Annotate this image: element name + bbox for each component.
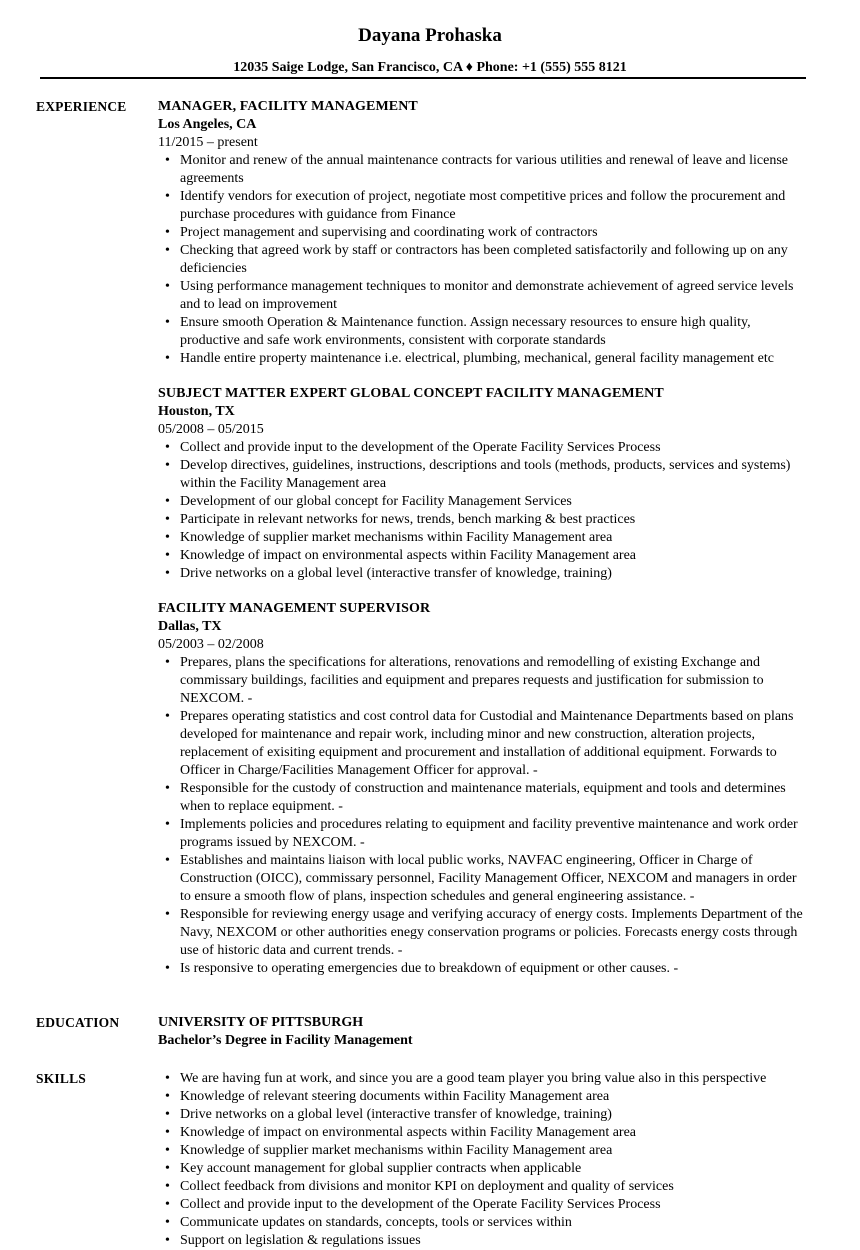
list-item: • Knowledge of supplier market mechanisms within Facility Management area bbox=[158, 1142, 810, 1160]
experience-heading: EXPERIENCE bbox=[36, 99, 127, 114]
list-item: • Collect and provide input to the development of the Operate Facility Services Process bbox=[158, 1196, 810, 1214]
candidate-name: Dayana Prohaska bbox=[358, 25, 502, 46]
list-item: • Development of our global concept for Facility Management Services bbox=[158, 493, 810, 511]
list-item: • Monitor and renew of the annual maintenance contracts for various utilities and renewal of leave and license agreements bbox=[158, 152, 810, 188]
list-item: • Drive networks on a global level (interactive transfer of knowledge, training) bbox=[158, 565, 810, 583]
list-item: • Knowledge of impact on environmental aspects within Facility Management area bbox=[158, 1124, 810, 1142]
education-content bbox=[158, 1014, 810, 1050]
list-item: • Collect and provide input to the development of the Operate Facility Services Process bbox=[158, 439, 810, 457]
list-item: • Using performance management techniques to monitor and demonstrate achievement of agreed service levels and to lead on improvement bbox=[158, 278, 810, 314]
list-item: • We are having fun at work, and since you are a good team player you bring value also in this perspective bbox=[158, 1070, 810, 1088]
list-item: • Prepares, plans the specifications for alterations, renovations and remodelling of existing Exchange and commissary buildings, facilities and equipment and prepares requests and justification for submission to NEXCOM. - bbox=[158, 654, 810, 708]
list-item: • Prepares operating statistics and cost control data for Custodial and Maintenance Departments based on plans developed for maintenance and repair work, including minor and new construction, alteration projects, replacement of exisiting equipment and procurement and installation of additional equipment. Forwards to Officer in Charge/Facilities Management Officer for approval. - bbox=[158, 708, 810, 780]
list-item: • Communicate updates on standards, concepts, tools or services within bbox=[158, 1214, 810, 1232]
experience-list bbox=[158, 98, 810, 995]
degree: Bachelor’s Degree in Facility Management bbox=[158, 1033, 413, 1048]
list-item: • Knowledge of supplier market mechanisms within Facility Management area bbox=[158, 529, 810, 547]
job-title: FACILITY MANAGEMENT SUPERVISOR bbox=[158, 601, 431, 616]
header-divider bbox=[40, 77, 806, 79]
list-item: • Collect feedback from divisions and monitor KPI on deployment and quality of services bbox=[158, 1178, 810, 1196]
job-entry bbox=[158, 600, 810, 978]
skills-heading: SKILLS bbox=[36, 1071, 86, 1086]
list-item: • Project management and supervising and coordinating work of contractors bbox=[158, 224, 810, 242]
list-item: • Responsible for reviewing energy usage and verifying accuracy of energy costs. Implements Department of the Navy, NEXCOM or other authorities enegy conservation programs or policies. Forecasts energy costs through use of historic data and current trends. - bbox=[158, 906, 810, 960]
list-item: • Ensure smooth Operation & Maintenance function. Assign necessary resources to ensure high quality, productive and safe work environments, consistent with corporate standards bbox=[158, 314, 810, 350]
skills-content bbox=[158, 1070, 810, 1250]
list-item: • Knowledge of impact on environmental aspects within Facility Management area bbox=[158, 547, 810, 565]
list-item: • Checking that agreed work by staff or contractors has been completed satisfactorily and following up on any deficiencies bbox=[158, 242, 810, 278]
job-dates: 11/2015 – present bbox=[158, 135, 258, 150]
list-item: • Handle entire property maintenance i.e. electrical, plumbing, mechanical, general facility management etc bbox=[158, 350, 810, 368]
job-bullets bbox=[158, 152, 810, 368]
list-item: • Develop directives, guidelines, instructions, descriptions and tools (methods, products, services and systems) within the Facility Management area bbox=[158, 457, 810, 493]
job-location: Houston, TX bbox=[158, 404, 235, 419]
list-item: • Is responsive to operating emergencies due to breakdown of equipment or other causes. - bbox=[158, 960, 810, 978]
job-dates: 05/2003 – 02/2008 bbox=[158, 637, 264, 652]
job-entry bbox=[158, 98, 810, 368]
list-item: • Identify vendors for execution of project, negotiate most competitive prices and follow the procurement and purchase procedures with guidance from Finance bbox=[158, 188, 810, 224]
education-heading: EDUCATION bbox=[36, 1015, 120, 1030]
list-item: • Key account management for global supplier contracts when applicable bbox=[158, 1160, 810, 1178]
list-item: • Participate in relevant networks for news, trends, bench marking & best practices bbox=[158, 511, 810, 529]
job-location: Dallas, TX bbox=[158, 619, 222, 634]
job-title: MANAGER, FACILITY MANAGEMENT bbox=[158, 99, 418, 114]
skills-list bbox=[158, 1070, 810, 1250]
school-name: UNIVERSITY OF PITTSBURGH bbox=[158, 1015, 364, 1030]
job-dates: 05/2008 – 05/2015 bbox=[158, 422, 264, 437]
list-item: • Implements policies and procedures relating to equipment and facility preventive maintenance and work order programs issued by NEXCOM. - bbox=[158, 816, 810, 852]
contact-line: 12035 Saige Lodge, San Francisco, CA ♦ Phone: +1 (555) 555 8121 bbox=[233, 60, 627, 75]
list-item: • Support on legislation & regulations issues bbox=[158, 1232, 810, 1250]
job-bullets bbox=[158, 654, 810, 978]
list-item: • Knowledge of relevant steering documents within Facility Management area bbox=[158, 1088, 810, 1106]
list-item: • Responsible for the custody of construction and maintenance materials, equipment and tools and determines when to replace equipment. - bbox=[158, 780, 810, 816]
job-title: SUBJECT MATTER EXPERT GLOBAL CONCEPT FACILITY MANAGEMENT bbox=[158, 386, 664, 401]
job-entry bbox=[158, 385, 810, 583]
job-bullets bbox=[158, 439, 810, 583]
job-location: Los Angeles, CA bbox=[158, 117, 257, 132]
list-item: • Drive networks on a global level (interactive transfer of knowledge, training) bbox=[158, 1106, 810, 1124]
list-item: • Establishes and maintains liaison with local public works, NAVFAC engineering, Officer in Charge of Construction (OICC), commissary personnel, Facility Management Officer, NEXCOM and managers in order to ensure a smooth flow of plans, inspection schedules and general engineering assistance. - bbox=[158, 852, 810, 906]
